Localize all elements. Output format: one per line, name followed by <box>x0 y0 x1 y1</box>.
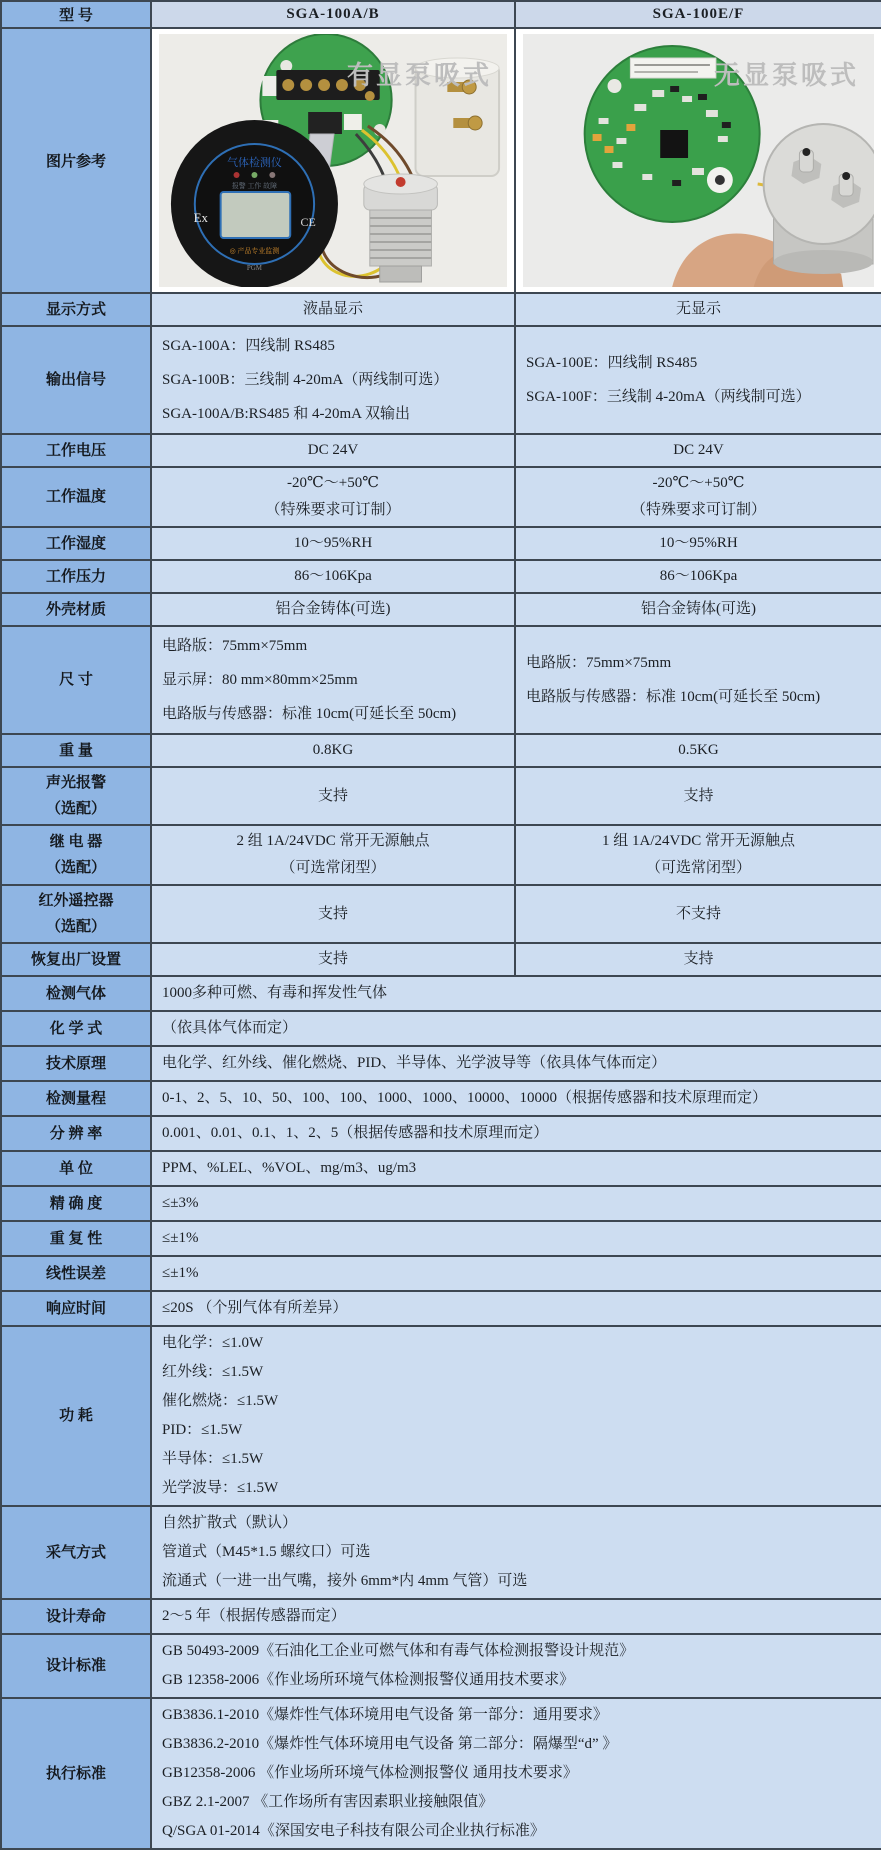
value-cell: 支持 <box>515 943 881 976</box>
row-label: 工作压力 <box>1 560 151 593</box>
row-label: 工作电压 <box>1 434 151 467</box>
value-cell: 86～106Kpa <box>151 560 515 593</box>
value-cell: ≤20S （个别气体有所差异） <box>151 1291 881 1326</box>
gauge-led-labels-text: 报警 工作 故障 <box>231 181 278 191</box>
value-cell: 2～5 年（根据传感器而定） <box>151 1599 881 1634</box>
value-cell: 0.001、0.01、0.1、1、2、5（根据传感器和技术原理而定） <box>151 1116 881 1151</box>
table-row <box>1 1081 881 1116</box>
value-cell: 0.8KG <box>151 734 515 767</box>
row-label: 化 学 式 <box>1 1011 151 1046</box>
table-row <box>1 1151 881 1186</box>
table-row <box>1 1011 881 1046</box>
row-label: 检测量程 <box>1 1081 151 1116</box>
table-row <box>1 1698 881 1849</box>
value-cell: 支持 <box>151 943 515 976</box>
value-cell: ≤±1% <box>151 1221 881 1256</box>
svg-text:◎ 产品专业监测: ◎ 产品专业监测 <box>229 246 280 256</box>
table-row <box>1 1634 881 1698</box>
value-cell: 自然扩散式（默认） 管道式（M45*1.5 螺纹口）可选 流通式（一进一出气嘴，接外 6mm*内 4mm 气管）可选 <box>151 1506 881 1599</box>
table-row <box>1 825 881 885</box>
gauge-ce-text: CE <box>300 214 316 230</box>
gas-detector-gauge-icon <box>171 120 338 287</box>
table-row <box>1 326 881 434</box>
row-label: 功 耗 <box>1 1326 151 1506</box>
row-label: 单 位 <box>1 1151 151 1186</box>
value-cell: 液晶显示 <box>151 293 515 326</box>
pump-canister-icon <box>416 58 500 176</box>
header-model-label: 型 号 <box>1 1 151 28</box>
table-row <box>1 734 881 767</box>
row-label: 恢复出厂设置 <box>1 943 151 976</box>
row-label: 尺 寸 <box>1 626 151 734</box>
value-cell: 支持 <box>151 885 515 943</box>
row-label: 红外遥控器 （选配） <box>1 885 151 943</box>
row-label: 外壳材质 <box>1 593 151 626</box>
row-label-photo: 图片参考 <box>1 28 151 293</box>
row-label: 声光报警 （选配） <box>1 767 151 825</box>
value-cell: GB3836.1-2010《爆炸性气体环境用电气设备 第一部分：通用要求》 GB3836.2-2010《爆炸性气体环境用电气设备 第二部分：隔爆型“d” 》 GB12358-2006 《作业场所环境气体检测报警仪 通用技术要求》 GBZ 2.1-2007 《工作场所有害因素职业接触限值》 Q/SGA 01-2014《深国安电子科技有限公司企业执行标准》 <box>151 1698 881 1849</box>
header-model-b: SGA-100E/F <box>515 1 881 28</box>
value-cell: 支持 <box>515 767 881 825</box>
table-row <box>1 976 881 1011</box>
value-cell: 支持 <box>151 767 515 825</box>
value-cell: 1000多种可燃、有毒和挥发性气体 <box>151 976 881 1011</box>
table-row <box>1 467 881 527</box>
row-label: 继 电 器 （选配） <box>1 825 151 885</box>
row-label: 重 量 <box>1 734 151 767</box>
value-cell: 0.5KG <box>515 734 881 767</box>
row-label: 显示方式 <box>1 293 151 326</box>
row-label: 执行标准 <box>1 1698 151 1849</box>
value-cell: 10～95%RH <box>151 527 515 560</box>
value-cell: SGA-100A：四线制 RS485 SGA-100B：三线制 4-20mA（两线制可选） SGA-100A/B:RS485 和 4-20mA 双输出 <box>151 326 515 434</box>
table-row <box>1 767 881 825</box>
value-cell: DC 24V <box>515 434 881 467</box>
table-row <box>1 593 881 626</box>
product-photo-cell-b <box>515 28 881 293</box>
table-row <box>1 1599 881 1634</box>
row-label: 分 辨 率 <box>1 1116 151 1151</box>
row-label: 线性误差 <box>1 1256 151 1291</box>
value-cell: 无显示 <box>515 293 881 326</box>
value-cell: 铝合金铸体(可选) <box>151 593 515 626</box>
value-cell: 电化学、红外线、催化燃烧、PID、半导体、光学波导等（依具体气体而定） <box>151 1046 881 1081</box>
product-photo-sga100ef <box>523 34 874 287</box>
table-row <box>1 434 881 467</box>
row-label: 技术原理 <box>1 1046 151 1081</box>
row-label: 采气方式 <box>1 1506 151 1599</box>
watermark-label-b: 无显泵吸式 <box>713 61 859 90</box>
value-cell: ≤±3% <box>151 1186 881 1221</box>
table-row <box>1 1256 881 1291</box>
svg-text:PGM: PGM <box>246 263 262 273</box>
table-row <box>1 1221 881 1256</box>
table-row <box>1 1186 881 1221</box>
header-row <box>1 1 881 28</box>
value-cell: 电化学：≤1.0W 红外线：≤1.5W 催化燃烧：≤1.5W PID：≤1.5W 半导体：≤1.5W 光学波导：≤1.5W <box>151 1326 881 1506</box>
photo-row <box>1 28 881 293</box>
value-cell: -20℃～+50℃ （特殊要求可订制） <box>515 467 881 527</box>
table-row <box>1 885 881 943</box>
gauge-title-text: 气体检测仪 <box>227 156 282 170</box>
table-row <box>1 1326 881 1506</box>
product-photo-a-graphic <box>159 34 507 287</box>
sensor-cylinder-icon <box>364 174 438 282</box>
value-cell: -20℃～+50℃ （特殊要求可订制） <box>151 467 515 527</box>
value-cell: 不支持 <box>515 885 881 943</box>
value-cell: 10～95%RH <box>515 527 881 560</box>
value-cell: DC 24V <box>151 434 515 467</box>
product-photo-sga100ab <box>159 34 507 287</box>
value-cell: 0-1、2、5、10、50、100、100、1000、1000、10000、10000（根据传感器和技术原理而定） <box>151 1081 881 1116</box>
product-photo-b-graphic <box>523 34 874 287</box>
value-cell: 电路版：75mm×75mm 显示屏：80 mm×80mm×25mm 电路版与传感器：标准 10cm(可延长至 50cm) <box>151 626 515 734</box>
value-cell: GB 50493-2009《石油化工企业可燃气体和有毒气体检测报警设计规范》 GB 12358-2006《作业场所环境气体检测报警仪通用技术要求》 <box>151 1634 881 1698</box>
table-row <box>1 1116 881 1151</box>
header-model-a: SGA-100A/B <box>151 1 515 28</box>
table-row <box>1 626 881 734</box>
table-row <box>1 293 881 326</box>
row-label: 工作湿度 <box>1 527 151 560</box>
row-label: 输出信号 <box>1 326 151 434</box>
value-cell: 86～106Kpa <box>515 560 881 593</box>
pcb-board-icon <box>585 46 760 222</box>
row-label: 设计寿命 <box>1 1599 151 1634</box>
value-cell: 电路版：75mm×75mm 电路版与传感器：标准 10cm(可延长至 50cm) <box>515 626 881 734</box>
row-label: 重 复 性 <box>1 1221 151 1256</box>
row-label: 响应时间 <box>1 1291 151 1326</box>
value-cell: 2 组 1A/24VDC 常开无源触点 （可选常闭型） <box>151 825 515 885</box>
value-cell: 1 组 1A/24VDC 常开无源触点 （可选常闭型） <box>515 825 881 885</box>
row-label: 工作温度 <box>1 467 151 527</box>
value-cell: （依具体气体而定） <box>151 1011 881 1046</box>
watermark-label-a: 有显泵吸式 <box>346 61 492 90</box>
row-label: 设计标准 <box>1 1634 151 1698</box>
table-row <box>1 1291 881 1326</box>
value-cell: SGA-100E：四线制 RS485 SGA-100F：三线制 4-20mA（两线制可选） <box>515 326 881 434</box>
product-photo-cell-a <box>151 28 515 293</box>
row-label: 检测气体 <box>1 976 151 1011</box>
table-row <box>1 943 881 976</box>
table-row <box>1 560 881 593</box>
value-cell: PPM、%LEL、%VOL、mg/m3、ug/m3 <box>151 1151 881 1186</box>
sensor-cylinder-icon <box>764 124 874 274</box>
table-row <box>1 1046 881 1081</box>
table-row <box>1 527 881 560</box>
row-label: 精 确 度 <box>1 1186 151 1221</box>
table-row <box>1 1506 881 1599</box>
gauge-ex-text: Ex <box>193 209 208 226</box>
value-cell: 铝合金铸体(可选) <box>515 593 881 626</box>
value-cell: ≤±1% <box>151 1256 881 1291</box>
